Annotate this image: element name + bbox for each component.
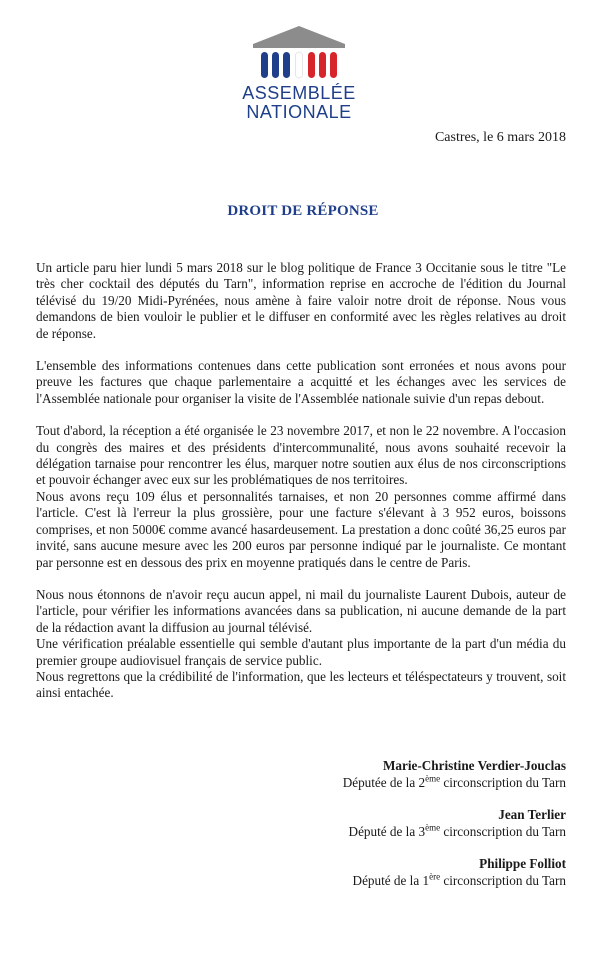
signature-3 [343, 856, 566, 889]
signatory-role: Députée de la 2ème circonscription du Tarn [342, 773, 566, 790]
logo-line-2: NATIONALE [246, 102, 352, 122]
paragraph-verification: Une vérification préalable essentielle qui semble d'autant plus importante de la part d'un média du premier groupe audiovisuel français de service public. [36, 636, 566, 668]
paragraph-no-contact: Nous nous étonnons de n'avoir reçu aucun appel, ni mail du journaliste Laurent Dubois, auteur de l'article, pour vérifier les informations avancées dans sa publication, ni aucune demande de la part de la rédaction avant la diffusion au journal télévisé. [36, 586, 566, 635]
letter-date: Castres, le 6 mars 2018 [434, 130, 566, 145]
logo-line-1: ASSEMBLÉE [242, 83, 356, 103]
signature-2 [343, 807, 566, 840]
signature-block [343, 758, 566, 905]
signature-1 [343, 758, 566, 791]
paragraph-erroneous-info: L'ensemble des informations contenues dans cette publication sont erronées et nous avons pour preuve les factures que chaque parlementaire a acquitté et les échanges avec les services de l'Assemblée nationale pour organiser la visite de l'Assemblée nationale suivie d'un repas debout. [36, 358, 566, 406]
paragraph-reception-date: Tout d'abord, la réception a été organisée le 23 novembre 2017, et non le 22 novembre. A l'occasion du congrès des maires et des présidents d'intercommunalité, nous avons souhaité recevoir la délégation tarnaise pour rencontrer les élus, marquer notre soutien aux élus de nos circonscriptions et pouvoir échanger avec eux sur les problématiques de nos territoires. [36, 423, 566, 488]
paragraph-regret: Nous regrettons que la crédibilité de l'information, que les lecteurs et téléspectateurs y trouvent, soit ainsi entachée. [36, 668, 566, 701]
signatory-name: Jean Terlier [498, 807, 566, 822]
signatory-role: Député de la 1ère circonscription du Tarn [352, 871, 566, 888]
signatory-name: Marie-Christine Verdier-Jouclas [382, 758, 566, 773]
paragraph-intro: Un article paru hier lundi 5 mars 2018 sur le blog politique de France 3 Occitanie sous le titre "Le très cher cocktail des députés du Tarn", information reprise en accroche de l'édition du Journal télévisé du 19/20 Midi-Pyrénées, nous amène à faire valoir notre droit de réponse. Nous vous demandons de bien vouloir le publier et le diffuser en conformité avec les règles relatives au droit de réponse. [36, 260, 566, 341]
signatory-role: Député de la 3ème circonscription du Tarn [348, 822, 566, 839]
document-title: DROIT DE RÉPONSE [227, 203, 379, 219]
assemblee-nationale-logo [240, 22, 358, 122]
paragraph-guests-cost: Nous avons reçu 109 élus et personnalités tarnaises, et non 20 personnes comme affirmé dans l'article. C'est là l'erreur la plus grossière, pour une facture s'élevant à 3 952 euros, boissons comprises, et non 5000€ comme avancé hasardeusement. La prestation a donc coûté 36,25 euros par invité, sans aucune mesure avec les 200 euros par personne indiqué par le journaliste. Ce montant par personne est en dessous des prix en moyenne pratiqués dans le centre de Paris. [36, 488, 566, 570]
signatory-name: Philippe Folliot [479, 856, 566, 871]
hemicycle-icon [247, 22, 351, 80]
letter-body [36, 260, 566, 718]
